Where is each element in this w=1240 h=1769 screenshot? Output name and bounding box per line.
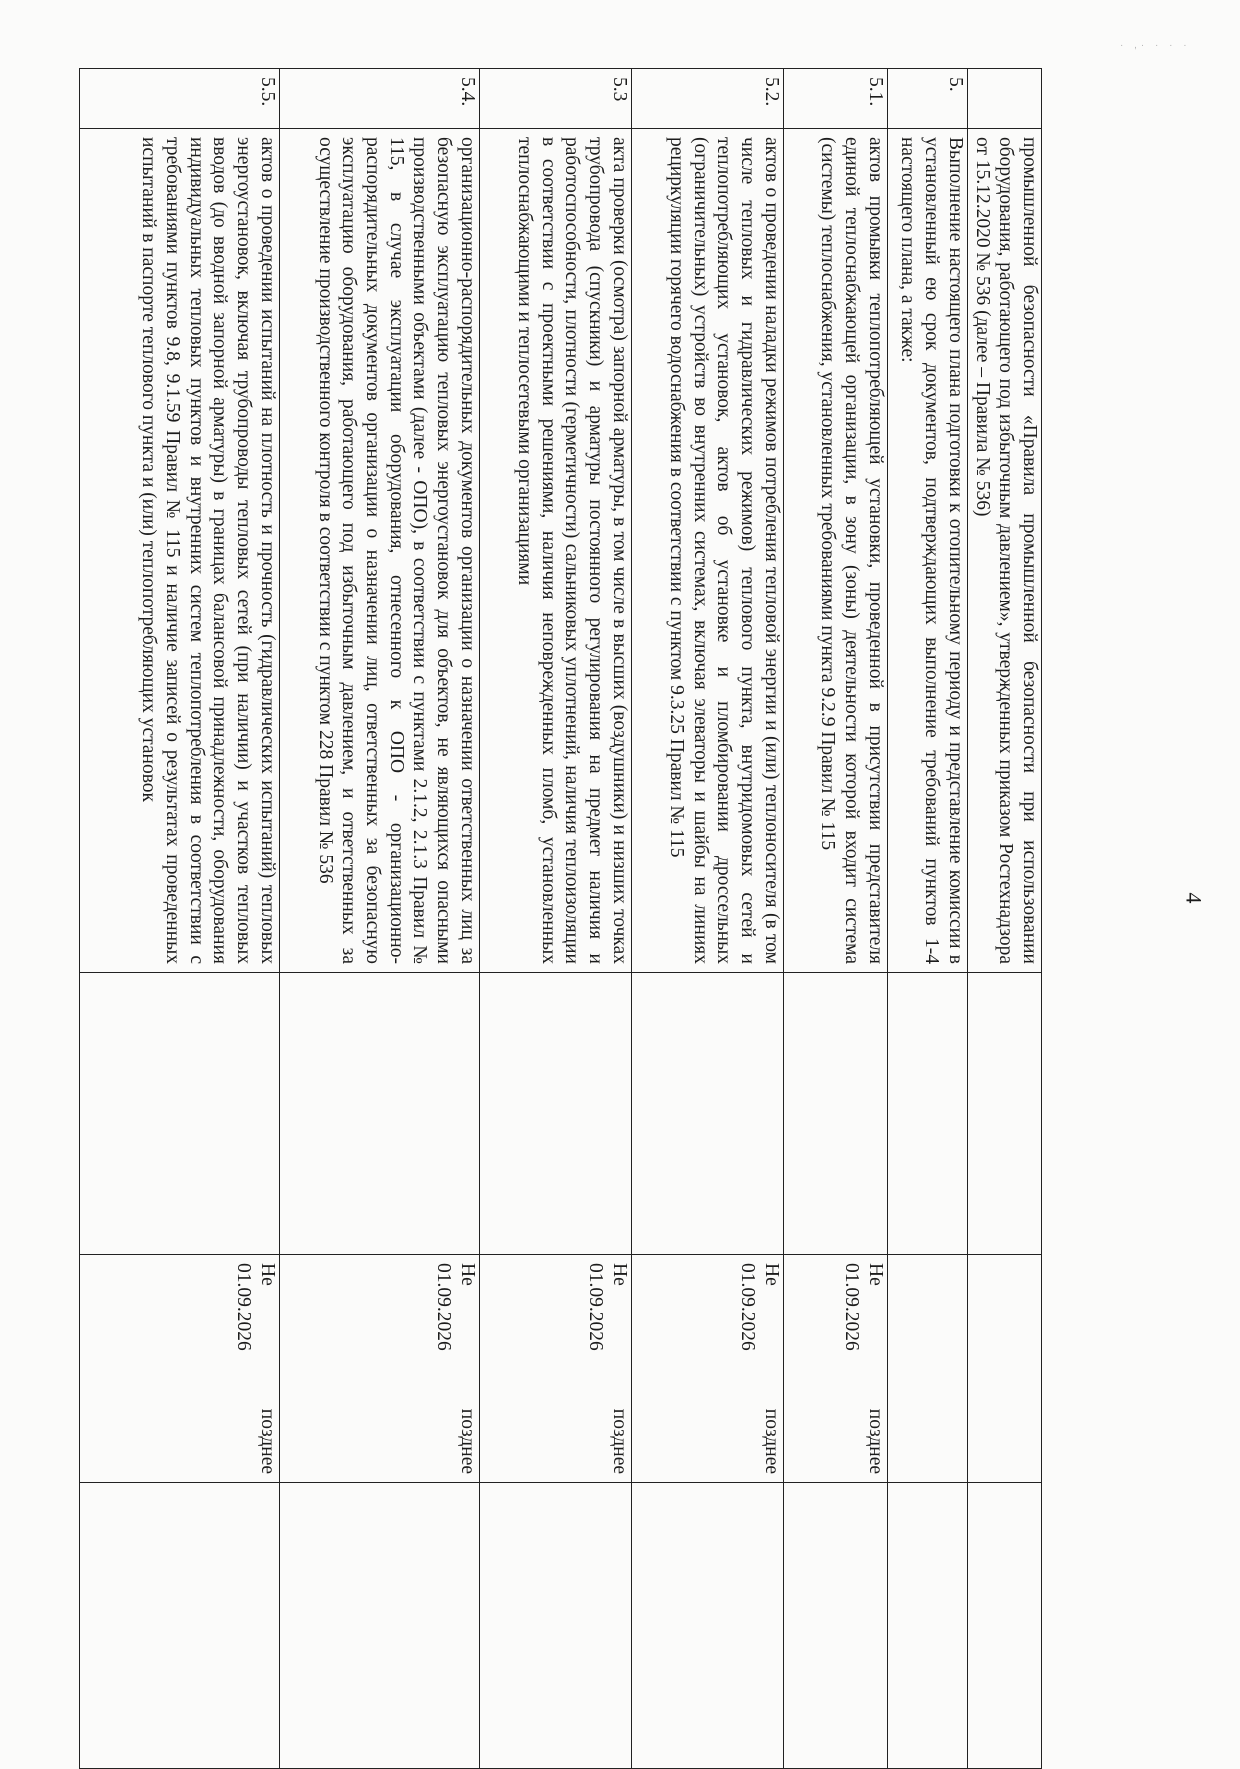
row-number: 5.3 xyxy=(479,69,631,129)
empty-cell xyxy=(967,1483,1041,1769)
deadline-cell xyxy=(967,1255,1041,1483)
deadline-cell xyxy=(79,1255,279,1483)
row-text: актов о проведении испытаний на плотность и прочность (гидравлических испытаний) тепловых энергоустановок, включая трубопроводы тепловых сетей (при наличии) и участков тепловых вводов (до вводной запорной арматуры) в границах балансовой принадлежности, оборудования индивидуальных тепловых пунктов и внутренних систем теплопотребления в соответствии с требованиями пунктов 9.8, 9.1.59 Правил № 115 и наличие записей о результатах проведенных испытаний в паспорте теплового пункта и (или) теплопотребляющих установок xyxy=(79,129,279,973)
row-number: 5.2. xyxy=(631,69,783,129)
deadline-date: 01.09.2026 xyxy=(737,1263,759,1351)
row-number: 5.1. xyxy=(783,69,887,129)
deadline-cell xyxy=(479,1255,631,1483)
deadline-cell xyxy=(279,1255,479,1483)
table-row xyxy=(631,69,783,1769)
table-row xyxy=(967,69,1041,1769)
empty-cell xyxy=(279,973,479,1255)
empty-cell xyxy=(279,1483,479,1769)
deadline-date: 01.09.2026 xyxy=(233,1263,255,1351)
empty-cell xyxy=(79,973,279,1255)
row-text: промышленной безопасности «Правила промышленной безопасности при использовании оборудования, работающего под избыточным давлением», утвержденных приказом Ростехнадзора от 15.12.2020 № 536 (далее – Правила № 536) xyxy=(967,129,1041,973)
deadline-date: 01.09.2026 xyxy=(841,1263,863,1351)
deadline-cell xyxy=(783,1255,887,1483)
deadline-word: позднее xyxy=(256,1408,278,1474)
table-row xyxy=(79,69,279,1769)
table-row xyxy=(783,69,887,1769)
row-text: актов о проведении наладки режимов потребления тепловой энергии и (или) теплоносителя (в том числе тепловых и гидравлических режимов) теплового пункта, внутридомовых сетей и теплопотребляющих установок, актов об установке и пломбировании дроссельных (ограничительных) устройств во внутренних системах, включая элеваторы и шайбы на линиях рециркуляции горячего водоснабжения в соответствии с пунктом 9.3.25 Правил № 115 xyxy=(631,129,783,973)
page-number: 4 xyxy=(1181,892,1207,904)
row-number xyxy=(967,69,1041,129)
row-number: 5.5. xyxy=(79,69,279,129)
deadline-word: Не xyxy=(608,1263,630,1286)
table-row xyxy=(479,69,631,1769)
deadline-date: 01.09.2026 xyxy=(585,1263,607,1351)
deadline-word: Не xyxy=(760,1263,782,1286)
empty-cell xyxy=(479,1483,631,1769)
deadline-word: Не xyxy=(256,1263,278,1286)
table-row xyxy=(279,69,479,1769)
empty-cell xyxy=(783,973,887,1255)
preparation-plan-table xyxy=(79,68,1042,1769)
row-text: актов промывки теплопотребляющей установки, проведенной в присутствии представителя единой теплоснабжающей организации, в зону (зоны) деятельности которой входит система (системы) теплоснабжения, установленных требованиями пункта 9.2.9 Правил № 115 xyxy=(783,129,887,973)
row-text: организационно-распорядительных документов организации о назначении ответственных лиц за безопасную эксплуатацию тепловых энергоустановок для объектов, не являющихся опасными производственными объектами (далее - ОПО), в соответствии с пунктами 2.1.2, 2.1.3 Правил № 115, в случае эксплуатации оборудования, отнесенного к ОПО - организационно-распорядительных документов организации о назначении лиц, ответственных за безопасную эксплуатацию оборудования, работающего под избыточным давлением, и ответственных за осуществление производственного контроля в соответствии с пунктом 228 Правил № 536 xyxy=(279,129,479,973)
rotated-page-content xyxy=(74,68,1042,1768)
deadline-date: 01.09.2026 xyxy=(433,1263,455,1351)
empty-cell xyxy=(887,973,967,1255)
row-text: акта проверки (осмотра) запорной арматуры, в том числе в высших (воздушники) и низших точках трубопровода (спускники) и арматуры постоянного регулирования на предмет наличия и работоспособности, плотности (герметичности) сальниковых уплотнений, наличия теплоизоляции в соответствии с проектными решениями, наличия неповрежденных пломб, установленных теплоснабжающими и теплосетевыми организациями xyxy=(479,129,631,973)
row-number: 5. xyxy=(887,69,967,129)
deadline-word: Не xyxy=(864,1263,886,1286)
empty-cell xyxy=(631,973,783,1255)
table-row xyxy=(887,69,967,1769)
empty-cell xyxy=(479,973,631,1255)
row-text: Выполнение настоящего плана подготовки к отопительному периоду и представление комиссии в установленный ею срок документов, подтверждающих выполнение требований пунктов 1-4 настоящего плана, а также: xyxy=(887,129,967,973)
deadline-cell xyxy=(887,1255,967,1483)
row-number: 5.4. xyxy=(279,69,479,129)
deadline-word: позднее xyxy=(456,1408,478,1474)
empty-cell xyxy=(783,1483,887,1769)
empty-cell xyxy=(887,1483,967,1769)
deadline-cell xyxy=(631,1255,783,1483)
deadline-word: позднее xyxy=(760,1408,782,1474)
empty-cell xyxy=(967,973,1041,1255)
empty-cell xyxy=(631,1483,783,1769)
deadline-word: позднее xyxy=(864,1408,886,1474)
deadline-word: Не xyxy=(456,1263,478,1286)
scan-artifact-marks: · ,· · · · xyxy=(1120,40,1191,51)
deadline-word: позднее xyxy=(608,1408,630,1474)
empty-cell xyxy=(79,1483,279,1769)
